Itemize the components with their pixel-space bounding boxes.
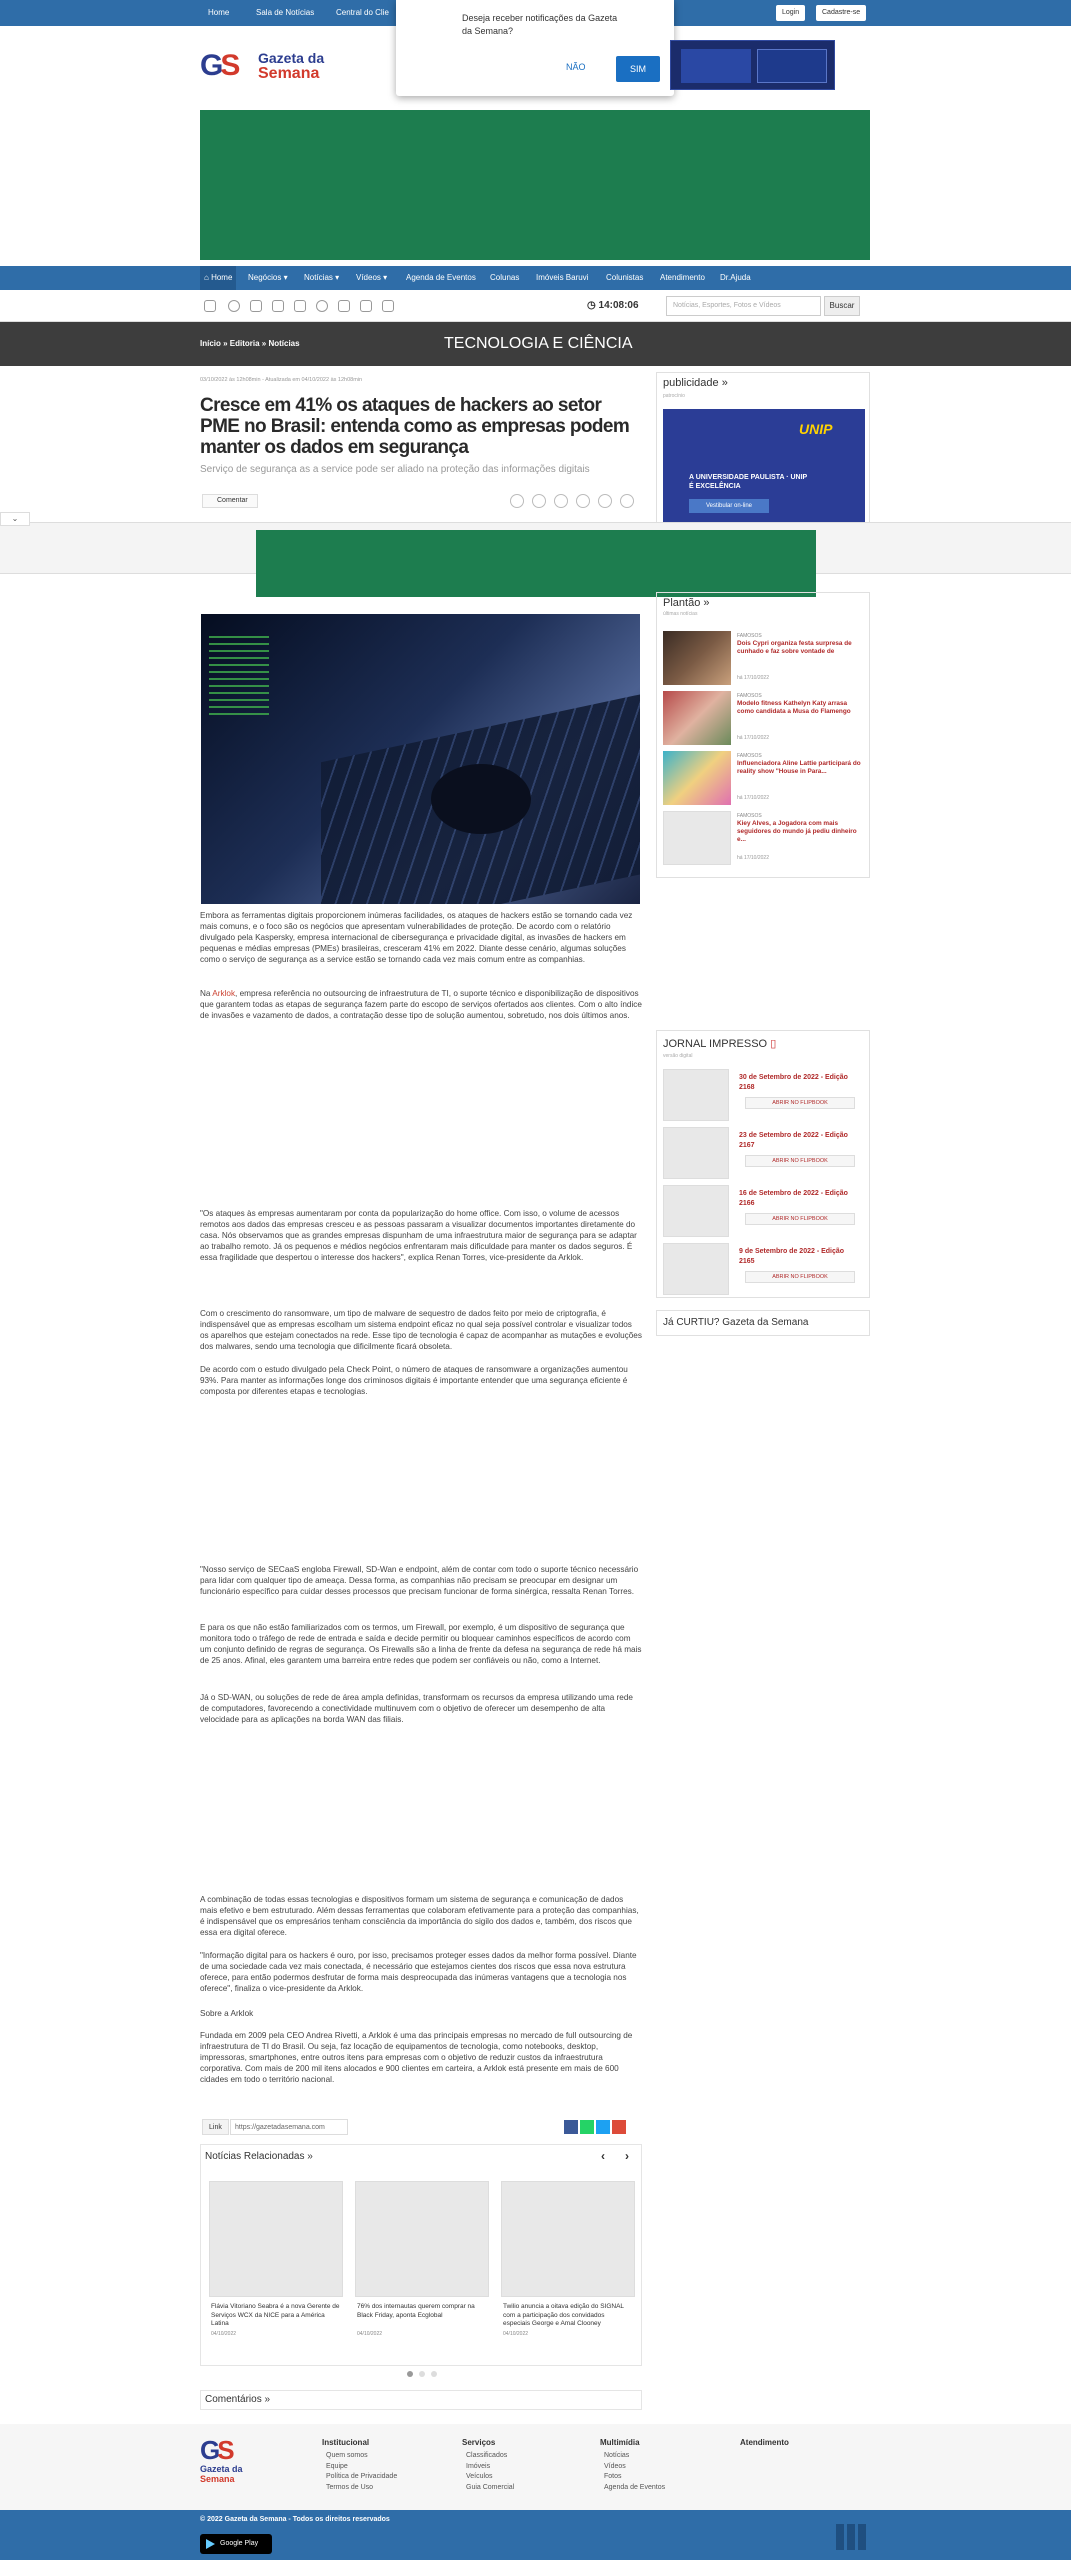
share-facebook-icon[interactable]	[532, 494, 546, 508]
plantao-headline[interactable]: Dois Cypri organiza festa surpresa de cunhado e faz sobre vontade de	[737, 640, 852, 655]
related-headline[interactable]: 76% dos internautas querem comprar na Black Friday, aponta Ecglobal	[357, 2303, 475, 2319]
nav-noticias[interactable]: Notícias ▾	[304, 273, 340, 282]
google-play-badge[interactable]: Google Play	[200, 2534, 272, 2554]
jornal-edition-title[interactable]: 23 de Setembro de 2022 - Edição 2167	[739, 1132, 848, 1149]
related-date: 04/10/2022	[357, 2331, 383, 2337]
notification-yes-button[interactable]: SIM	[616, 56, 660, 82]
facebook-like-box[interactable]: Já CURTIU? Gazeta da Semana	[656, 1310, 870, 1336]
footer-logo[interactable]: GS Gazeta da Semana	[200, 2435, 243, 2484]
jornal-title: JORNAL IMPRESSO ▯	[663, 1038, 777, 1050]
article-paragraph: Sobre a Arklok	[200, 2009, 254, 2018]
logo-line2: Semana	[258, 65, 320, 82]
jornal-cover[interactable]	[663, 1069, 729, 1121]
jornal-item	[663, 1185, 863, 1239]
nav-negocios[interactable]: Negócios ▾	[248, 273, 288, 282]
site-logo[interactable]	[200, 48, 350, 84]
clock: ◷ 14:08:06	[587, 300, 639, 311]
facebook-icon[interactable]	[250, 300, 262, 312]
open-flipbook-button[interactable]: ABRIR NO FLIPBOOK	[745, 1213, 855, 1225]
section-header	[0, 322, 1071, 366]
footer-column-servicos: Serviços Classificados Imóveis Veículos Guia Comercial	[462, 2438, 514, 2493]
footer-link[interactable]: Quem somos	[326, 2452, 368, 2459]
carousel-dot[interactable]	[431, 2371, 437, 2377]
link-label: Link	[202, 2119, 229, 2135]
unip-ad[interactable]	[663, 409, 865, 523]
grid-icon[interactable]	[836, 2524, 866, 2550]
unip-logo: UNIP	[799, 421, 833, 437]
youtube-icon[interactable]	[294, 300, 306, 312]
floating-ad-banner[interactable]	[256, 530, 816, 597]
article-meta: 03/10/2022 às 12h08min - Atualizada em 04/10/2022 às 12h08min	[200, 377, 363, 383]
skype-icon[interactable]	[316, 300, 328, 312]
footer-link[interactable]: Política de Privacidade	[326, 2473, 398, 2480]
comment-button[interactable]: Comentar	[202, 494, 258, 508]
logo-mark: GS	[200, 49, 238, 82]
article-paragraph: Na Arklok, empresa referência no outsourcing de infraestrutura de TI, o suporte técnico e disponibilização de dispositivos que garantem todas as etapas de segurança fazem parte do escopo de serviços ofertados aos clientes. Com o alto índice de invasões e vazamento de dados, a contratação desse tipo de solução aumentou, sobretudo, nos dois últimos anos.	[200, 989, 642, 1020]
nav-home[interactable]: ⌂ Home	[200, 266, 236, 290]
unip-text: A UNIVERSIDADE PAULISTA · UNIP É EXCELÊNCIA	[689, 474, 808, 490]
footer-link[interactable]: Guia Comercial	[466, 2483, 515, 2491]
top-ad-banner[interactable]	[200, 108, 870, 260]
plantao-category: FAMOSOS	[737, 633, 762, 639]
plantao-headline[interactable]: Influenciadora Aline Lattie participará do reality show "House in Para...	[737, 760, 861, 775]
search-input[interactable]: Notícias, Esportes, Fotos e Vídeos	[666, 296, 821, 316]
share-pinterest-icon[interactable]	[598, 494, 612, 508]
related-date: 04/10/2022	[211, 2331, 237, 2337]
nav-colunistas[interactable]: Colunistas	[606, 273, 644, 282]
plantao-date: há 17/10/2022	[737, 795, 769, 801]
plantao-category: FAMOSOS	[737, 753, 762, 759]
jornal-subtitle: versão digital	[663, 1053, 693, 1059]
logo-line1: Gazeta da	[258, 50, 325, 66]
share-link-bar	[200, 2116, 642, 2138]
footer-column-atendimento: Atendimento	[740, 2438, 789, 2447]
related-headline[interactable]: Flávia Vitoriano Seabra é a nova Gerente de Serviços WCX da NICE para a América Latina	[211, 2303, 340, 2327]
header-ad-banner[interactable]	[670, 40, 835, 90]
linkedin-icon[interactable]	[338, 300, 350, 312]
article-paragraph: E para os que não estão familiarizados com os termos, um Firewall, por exemplo, é um dispositivo de segurança que monitora todo o tráfego de rede de entrada e saída e decide permitir ou bloquear caminhos específicos de acordo com um conjunto definido de regras de segurança. Os Firewalls são a linha de frente da defesa na segurança de rede há mais de 25 anos. Afinal, eles garantem uma barreira entre redes que podem ser confiáveis ou não, como a Internet.	[200, 1623, 642, 1665]
phone-icon: ▯	[770, 1038, 777, 1050]
main-nav	[0, 266, 1071, 290]
topbar-central-link[interactable]: Central do Clie	[336, 8, 389, 17]
plantao-item[interactable]	[663, 751, 863, 807]
plantao-category: FAMOSOS	[737, 693, 762, 699]
nav-drajuda[interactable]: Dr.Ajuda	[720, 273, 751, 282]
related-news	[200, 2144, 642, 2366]
social-bar	[0, 290, 1071, 322]
plantao-thumb	[663, 631, 731, 685]
notification-message: Deseja receber notificações da Gazeta da Semana?	[462, 13, 618, 36]
jornal-edition-title[interactable]: 16 de Setembro de 2022 - Edição 2166	[739, 1190, 848, 1207]
tumblr-icon[interactable]	[360, 300, 372, 312]
jornal-cover[interactable]	[663, 1185, 729, 1237]
notification-no-button[interactable]: NÃO	[566, 62, 586, 72]
whatsapp-icon[interactable]	[228, 300, 240, 312]
jornal-item	[663, 1243, 863, 1297]
related-headline[interactable]: Twilio anuncia a oitava edição do SIGNAL com a participação dos convidados especiais George e Amal Clooney	[503, 2303, 624, 2327]
carousel-dot[interactable]	[407, 2371, 413, 2377]
unip-button[interactable]: Vestibular on-line	[689, 499, 769, 513]
share-facebook-button[interactable]	[564, 2120, 578, 2134]
arklok-link[interactable]: Arklok	[212, 989, 236, 998]
topbar-home-link[interactable]: Home	[208, 8, 230, 17]
plantao-headline[interactable]: Kiey Alves, a Jogadora com mais seguidores do mundo já pediu dinheiro e...	[737, 820, 857, 843]
signup-button[interactable]: Cadastre-se	[816, 5, 866, 21]
footer-link[interactable]: Imóveis	[466, 2462, 491, 2470]
article-paragraph: "Informação digital para os hackers é ouro, por isso, precisamos proteger esses dados da melhor forma possível. Diante de uma sociedade cada vez mais conectada, é necessário que estejamos cientes dos riscos que essa nova estrutura oferece, para então podermos desfrutar de forma mais despreocupada das inúmeras vantagens que a tecnologia nos oferece", finaliza o vice-presidente da Arklok.	[200, 1951, 637, 1993]
plantao-date: há 17/10/2022	[737, 855, 769, 861]
section-title: TECNOLOGIA E CIÊNCIA	[444, 335, 633, 352]
jornal-cover[interactable]	[663, 1243, 729, 1295]
share-plus-button[interactable]	[612, 2120, 626, 2134]
prev-arrow-icon[interactable]: ‹	[601, 2149, 605, 2163]
sidebar-publicidade	[656, 372, 870, 527]
plantao-headline[interactable]: Modelo fitness Kathelyn Katy arrasa como candidata a Musa do Flamengo	[737, 700, 851, 715]
footer-link[interactable]: Fotos	[604, 2473, 622, 2480]
share-whatsapp-button[interactable]	[580, 2120, 594, 2134]
sidebar-jornal	[656, 1030, 870, 1298]
jornal-edition-title[interactable]: 9 de Setembro de 2022 - Edição 2165	[739, 1248, 845, 1265]
footer-link[interactable]: Vídeos	[604, 2462, 626, 2470]
nav-videos[interactable]: Vídeos ▾	[356, 273, 388, 282]
instagram-icon[interactable]	[204, 300, 216, 312]
publicidade-title: publicidade »	[663, 377, 728, 389]
next-arrow-icon[interactable]: ›	[625, 2149, 629, 2163]
related-title: Notícias Relacionadas »	[205, 2151, 313, 2162]
plantao-date: há 17/10/2022	[737, 735, 769, 741]
share-whatsapp-icon[interactable]	[510, 494, 524, 508]
article-subtitle: Serviço de segurança as a service pode ser aliado na proteção das informações digitais	[200, 464, 590, 475]
share-tumblr-icon[interactable]	[620, 494, 634, 508]
footer-link[interactable]: Equipe	[326, 2462, 348, 2470]
open-flipbook-button[interactable]: ABRIR NO FLIPBOOK	[745, 1155, 855, 1167]
breadcrumb[interactable]: Início » Editoria » Notícias	[200, 339, 300, 348]
article-paragraph: Embora as ferramentas digitais proporcionem inúmeras facilidades, os ataques de hackers estão se tornando cada vez mais comuns, e o foco são os negócios que apresentam vulnerabilidades de proteção. De acordo com o relatório divulgado pela Kaspersky, empresa internacional de cibersegurança e privacidade digital, as invasões de hackers em pequenas e médias empresas (PMEs) brasileiras, cresceram 41% em 2022. Diante desse cenário, algumas soluções como o serviço de segurança as a service estão se tornando cada vez mais comum entre as companhias.	[200, 911, 633, 964]
footer-link[interactable]: Notícias	[604, 2452, 630, 2459]
footer-column-institucional: Institucional Quem somos Equipe Política de Privacidade Termos de Uso	[322, 2438, 397, 2493]
article-paragraph: Fundada em 2009 pela CEO Andrea Rivetti, a Arklok é uma das principais empresas no mercado de full outsourcing de infraestrutura de TI do Brasil. Ou seja, faz locação de equipamentos de tecnologia, como notebooks, desktop, impressoras, smartphones, entre outros itens para empresas com o objetivo de reduzir custos da infraestrutura corporativa. Com mais de 200 mil itens alocados e 900 clientes em carteira, a Arklok está presente em mais de 600 cidades em todo o território nacional.	[200, 2031, 633, 2084]
jornal-cover[interactable]	[663, 1127, 729, 1179]
article-title: Cresce em 41% os ataques de hackers ao setor PME no Brasil: entenda como as empresas podem manter os dados em segurança	[200, 395, 630, 458]
related-thumb	[209, 2181, 343, 2297]
article-paragraph: Já o SD-WAN, ou soluções de rede de área ampla definidas, transformam os recursos da empresa utilizando uma rede de computadores, favorecendo a conectividade multinuvem com o objetivo de oferecer um desempenho de alta velocidade para as aplicações na borda WAN das filiais.	[200, 1693, 633, 1724]
copyright-text: © 2022 Gazeta da Semana - Todos os direitos reservados	[200, 2516, 390, 2523]
open-flipbook-button[interactable]: ABRIR NO FLIPBOOK	[745, 1271, 855, 1283]
plantao-subtitle: últimas notícias	[663, 611, 698, 617]
share-twitter-icon[interactable]	[554, 494, 568, 508]
notification-prompt	[396, 0, 674, 96]
article-paragraph: Com o crescimento do ransomware, um tipo de malware de sequestro de dados feito por meio de criptografia, é indispensável que as empresas escolham um sistema endpoint eficaz no qual seja possível controlar e visualizar todos os aparelhos que estejam conectados na rede. Esse tipo de tecnologia é capaz de acompanhar as mutações e evoluções dos malwares, sendo uma tecnologia que dificilmente ficará obsoleta.	[200, 1309, 642, 1351]
jornal-item	[663, 1069, 863, 1123]
jornal-item	[663, 1127, 863, 1181]
footer	[0, 2424, 1071, 2510]
nav-colunas[interactable]: Colunas	[490, 273, 520, 282]
footer-link[interactable]: Veículos	[466, 2473, 493, 2480]
article-paragraph: A combinação de todas essas tecnologias e dispositivos formam um sistema de segurança e comunicação de dados mais efetivo e bem estruturado. Além dessas ferramentas que colaboram efetivamente para a proteção das companhias, é indispensável que os empresários tenham consciência da importância do sigilo dos dados e, também, dos riscos que essa era digital oferece.	[200, 1895, 639, 1937]
related-thumb	[355, 2181, 489, 2297]
comments-header: Comentários »	[200, 2390, 642, 2410]
plantao-category: FAMOSOS	[737, 813, 762, 819]
nav-agenda[interactable]: Agenda de Eventos	[406, 273, 476, 282]
copyright-bar	[0, 2510, 1071, 2560]
plantao-thumb	[663, 691, 731, 745]
plantao-date: há 17/10/2022	[737, 675, 769, 681]
nav-atendimento[interactable]: Atendimento	[660, 273, 705, 282]
related-thumb	[501, 2181, 635, 2297]
open-flipbook-button[interactable]: ABRIR NO FLIPBOOK	[745, 1097, 855, 1109]
article-paragraph: "Os ataques às empresas aumentaram por conta da popularização do home office. Com isso, o volume de acessos remotos aos dados das empresas cresceu e as pessoas passaram a visualizar documentos importantes diretamente do casa. Nós observamos que as grandes empresas dispunham de uma infraestrutura maior de segurança para se adaptar ao trabalho remoto. Já os pequenos e médios negócios enfrentaram mais dificuldade para manter os dados seguros. É essa fragilidade que despertou o interesse dos hackers", explica Renan Torres, vice-presidente da Arklok.	[200, 1209, 637, 1262]
plantao-title[interactable]: Plantão »	[663, 597, 710, 609]
plantao-item[interactable]	[663, 811, 863, 867]
chevron-down-icon[interactable]: ⌄	[0, 512, 30, 526]
link-url-field[interactable]: https://gazetadasemana.com	[230, 2119, 348, 2135]
footer-link[interactable]: Classificados	[466, 2452, 508, 2459]
search-button[interactable]: Buscar	[824, 296, 860, 316]
plantao-thumb	[663, 811, 731, 865]
article-paragraph: De acordo com o estudo divulgado pela Check Point, o número de ataques de ransomware a organizações aumentou 93%. Para manter as informações longe dos criminosos digitais é importante entender que uma segurança eficiente é composta por diferentes etapas e tecnologias.	[200, 1365, 628, 1396]
login-button[interactable]: Login	[776, 5, 805, 21]
jornal-edition-title[interactable]: 30 de Setembro de 2022 - Edição 2168	[739, 1074, 848, 1091]
publicidade-subtitle: patrocínio	[663, 393, 685, 399]
plantao-item[interactable]	[663, 691, 863, 747]
footer-link[interactable]: Termos de Uso	[326, 2483, 374, 2491]
share-twitter-button[interactable]	[596, 2120, 610, 2134]
topbar-sala-link[interactable]: Sala de Notícias	[256, 8, 315, 17]
sidebar-plantao	[656, 592, 870, 878]
article-hero-image	[201, 614, 640, 904]
nav-imoveis[interactable]: Imóveis Baruvi	[536, 273, 589, 282]
share-linkedin-icon[interactable]	[576, 494, 590, 508]
footer-column-multimidia: Multimídia Notícias Vídeos Fotos Agenda de Eventos	[600, 2438, 665, 2493]
article-paragraph: "Nosso serviço de SECaaS engloba Firewall, SD-Wan e endpoint, além de contar com todo o suporte técnico necessário para lidar com qualquer tipo de ameaça. Dessa forma, as companhias não precisam se preocupar em designar um funcionário específico para cuidar desses processos que precisam funcionar de forma sinérgica, ressalta Renan Torres.	[200, 1565, 639, 1596]
related-date: 04/10/2022	[503, 2331, 529, 2337]
footer-link[interactable]: Agenda de Eventos	[604, 2483, 666, 2491]
carousel-dot[interactable]	[419, 2371, 425, 2377]
plantao-thumb	[663, 751, 731, 805]
twitter-icon[interactable]	[272, 300, 284, 312]
rss-icon[interactable]	[382, 300, 394, 312]
plantao-item[interactable]	[663, 631, 863, 687]
